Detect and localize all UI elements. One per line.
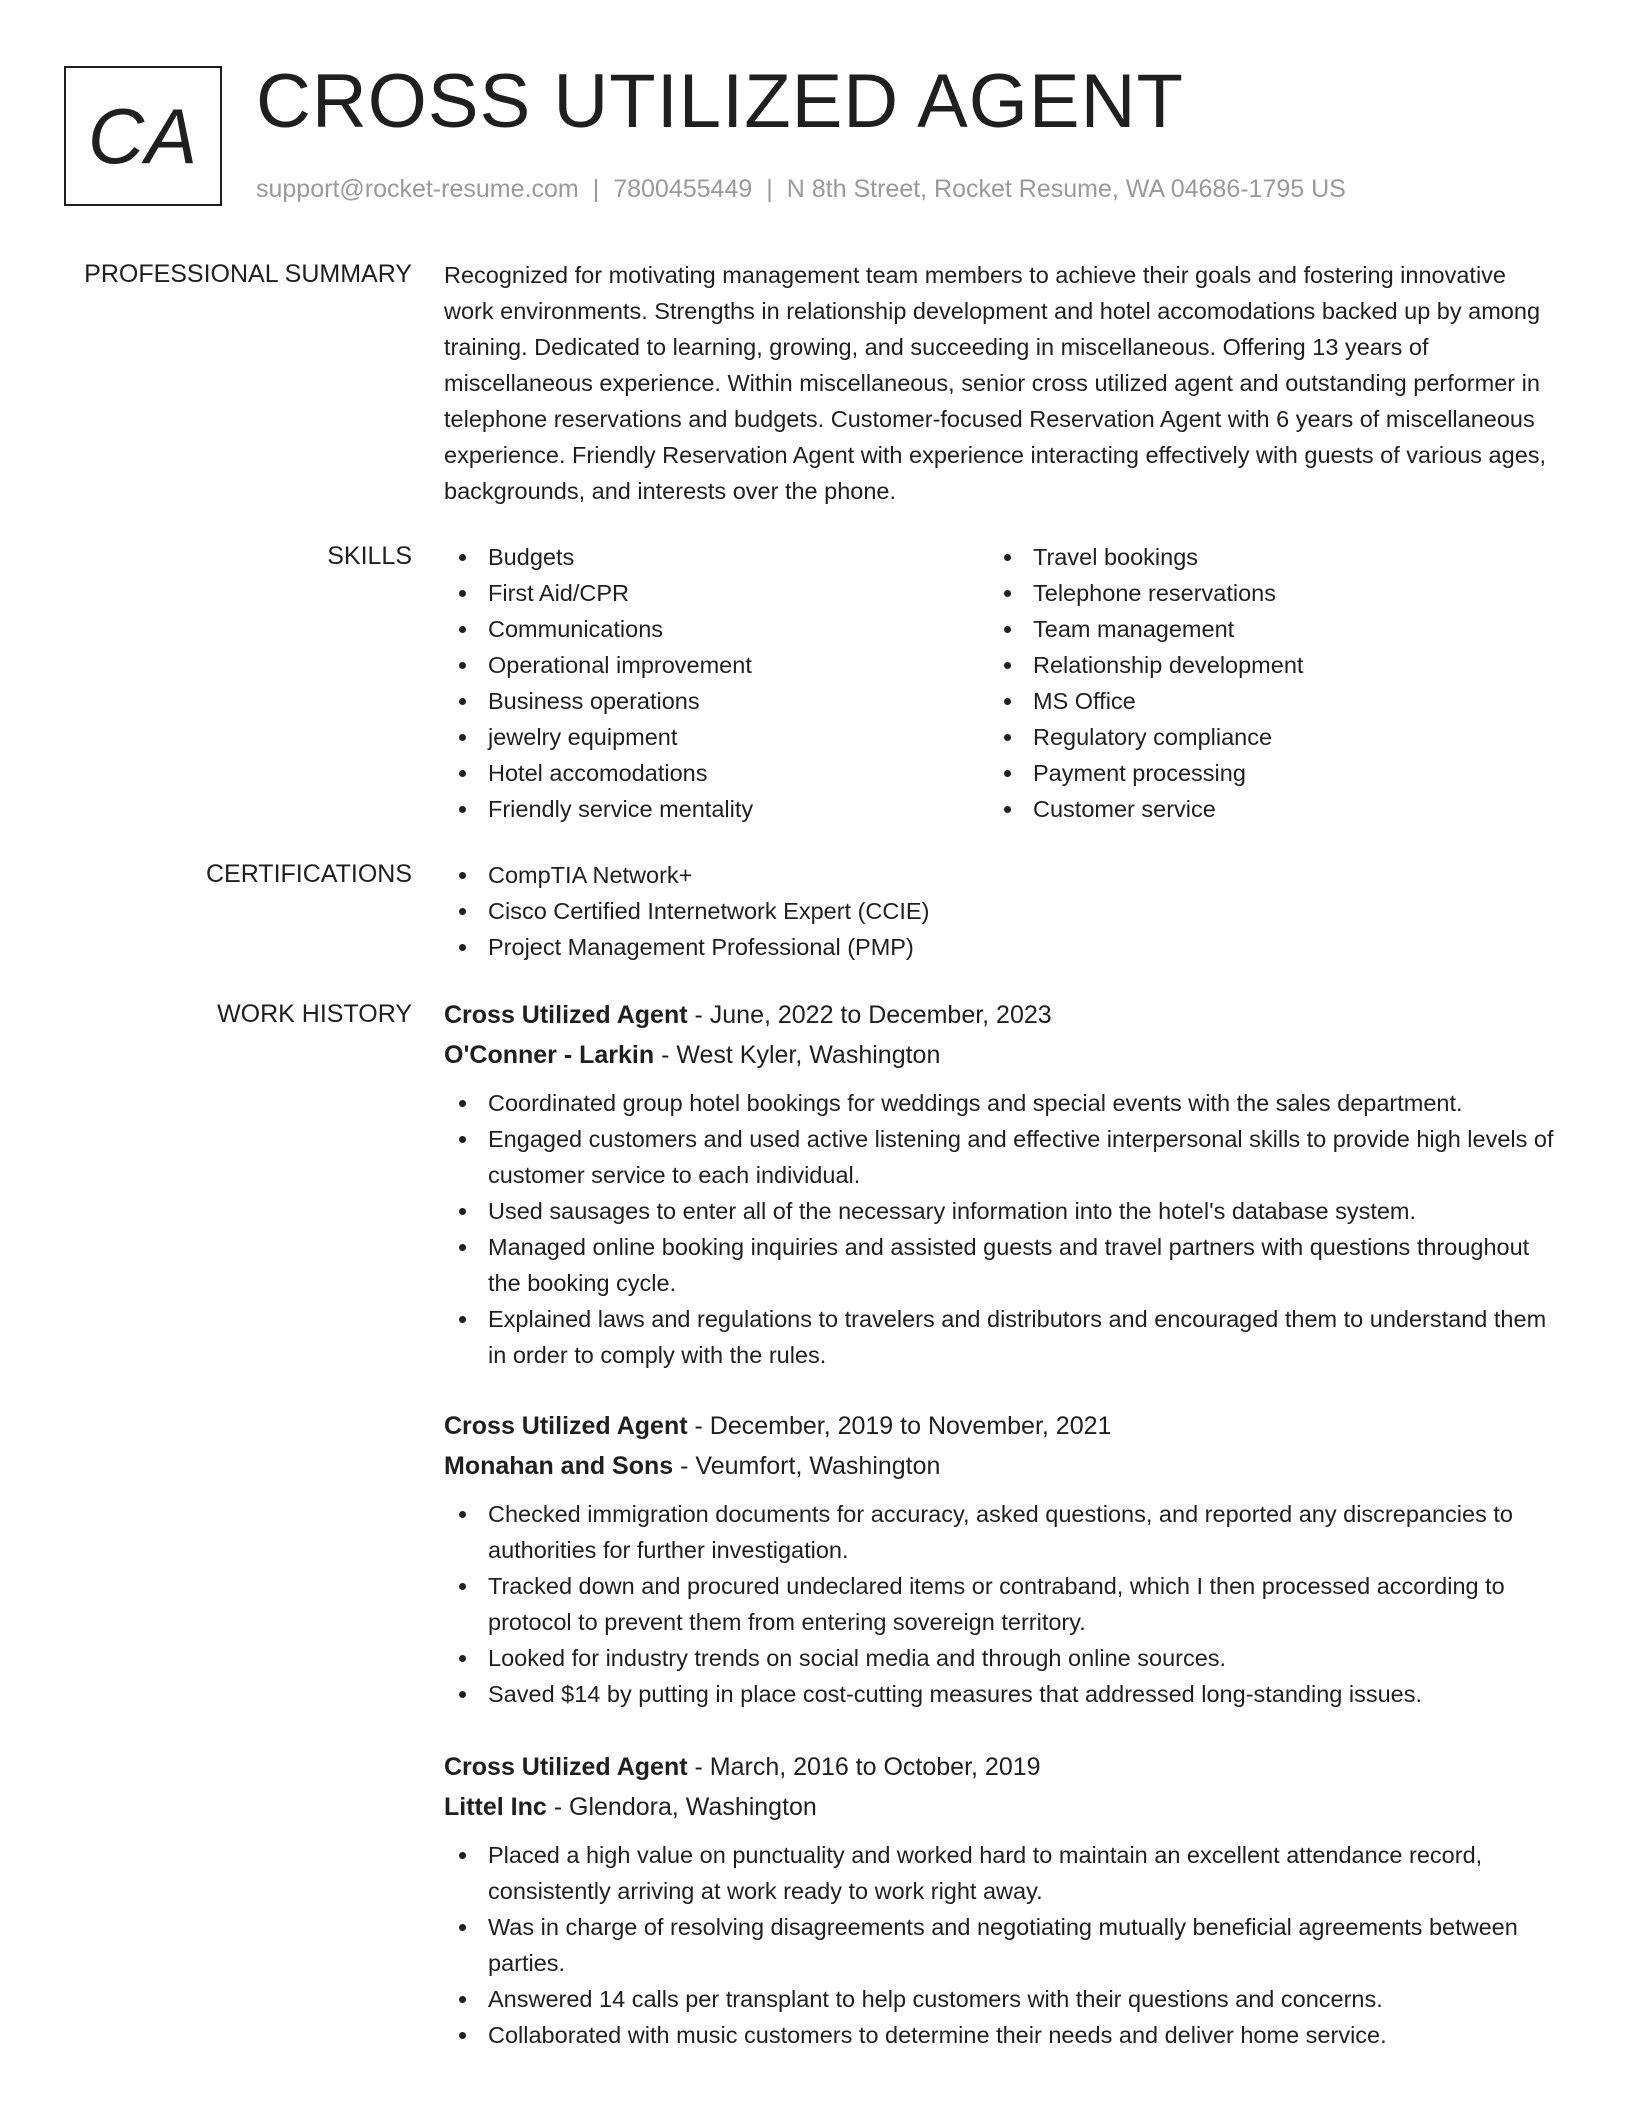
skills-section: [444, 539, 1554, 827]
contact-separator: |: [766, 175, 773, 203]
skill-item: Customer service: [989, 791, 1534, 827]
job-dates: - March, 2016 to October, 2019: [687, 1753, 1041, 1781]
certification-item: CompTIA Network+: [444, 857, 1554, 893]
job-company: O'Conner - Larkin: [444, 1041, 655, 1069]
job-entry: [444, 995, 1554, 1373]
skill-item: Operational improvement: [444, 647, 989, 683]
skill-item: First Aid/CPR: [444, 575, 989, 611]
job-company-line: [444, 1446, 1554, 1486]
job-title: Cross Utilized Agent: [444, 1412, 688, 1440]
job-bullet: Collaborated with music customers to determine their needs and deliver home service.: [444, 2017, 1554, 2053]
skill-item: Business operations: [444, 683, 989, 719]
contact-line: [256, 174, 1346, 204]
job-bullet: Placed a high value on punctuality and worked hard to maintain an excellent attendance record, consistently arriving at work ready to work right away.: [444, 1837, 1554, 1909]
job-bullet: Tracked down and procured undeclared items or contraband, which I then processed according to protocol to prevent them from entering sovereign territory.: [444, 1568, 1554, 1640]
certification-item: Cisco Certified Internetwork Expert (CCIE): [444, 893, 1554, 929]
certifications-section: [444, 857, 1554, 965]
skill-item: Hotel accomodations: [444, 755, 989, 791]
job-bullets: [444, 1837, 1554, 2053]
skill-item: Regulatory compliance: [989, 719, 1534, 755]
job-bullet: Looked for industry trends on social media and through online sources.: [444, 1640, 1554, 1676]
job-company: Monahan and Sons: [444, 1452, 674, 1480]
contact-phone: 7800455449: [613, 175, 753, 203]
job-title-line: [444, 995, 1554, 1035]
job-location: - West Kyler, Washington: [654, 1041, 941, 1069]
job-company: Littel Inc: [444, 1793, 547, 1821]
summary-heading: PROFESSIONAL SUMMARY: [84, 260, 412, 288]
job-location: - Veumfort, Washington: [673, 1452, 941, 1480]
contact-email: support@rocket-resume.com: [256, 175, 579, 203]
skill-item: Travel bookings: [989, 539, 1534, 575]
skill-item: Communications: [444, 611, 989, 647]
skill-item: Payment processing: [989, 755, 1534, 791]
job-title-line: [444, 1747, 1554, 1787]
candidate-name: CROSS UTILIZED AGENT: [256, 59, 1184, 144]
job-title: Cross Utilized Agent: [444, 1753, 688, 1781]
job-bullet: Was in charge of resolving disagreements and negotiating mutually beneficial agreements between parties.: [444, 1909, 1554, 1981]
job-bullet: Coordinated group hotel bookings for weddings and special events with the sales department.: [444, 1085, 1554, 1121]
certifications-heading: CERTIFICATIONS: [205, 860, 412, 888]
job-dates: - December, 2019 to November, 2021: [687, 1412, 1112, 1440]
job-bullet: Explained laws and regulations to travelers and distributors and encouraged them to understand them in order to comply with the rules.: [444, 1301, 1554, 1373]
skill-item: Relationship development: [989, 647, 1534, 683]
summary-text: Recognized for motivating management team members to achieve their goals and fostering innovative work environments. Strengths in relationship development and hotel accomodations backed up by among training. Dedicated to learning, growing, and succeeding in miscellaneous. Offering 13 years of miscellaneous experience. Within miscellaneous, senior cross utilized agent and outstanding performer in telephone reservations and budgets. Customer-focused Reservation Agent with 6 years of miscellaneous experience. Friendly Reservation Agent with experience interacting effectively with guests of various ages, backgrounds, and interests over the phone.: [444, 262, 1547, 504]
skill-item: Budgets: [444, 539, 989, 575]
skill-item: Telephone reservations: [989, 575, 1534, 611]
job-location: - Glendora, Washington: [546, 1793, 817, 1821]
certification-item: Project Management Professional (PMP): [444, 929, 1554, 965]
job-bullet: Engaged customers and used active listening and effective interpersonal skills to provide high levels of customer service to each individual.: [444, 1121, 1554, 1193]
skill-item: Team management: [989, 611, 1534, 647]
skills-column-left: [444, 539, 989, 827]
job-bullet: Managed online booking inquiries and assisted guests and travel partners with questions throughout the booking cycle.: [444, 1229, 1554, 1301]
skills-grid: [444, 539, 1554, 827]
job-dates: - June, 2022 to December, 2023: [687, 1001, 1052, 1029]
certifications-list: [444, 857, 1554, 965]
job-title: Cross Utilized Agent: [444, 1001, 688, 1029]
skill-item: Friendly service mentality: [444, 791, 989, 827]
skill-item: MS Office: [989, 683, 1534, 719]
monogram-box: [64, 66, 222, 206]
job-entry: [444, 1747, 1554, 2053]
job-bullet: Answered 14 calls per transplant to help customers with their questions and concerns.: [444, 1981, 1554, 2017]
contact-address: N 8th Street, Rocket Resume, WA 04686-1795 US: [786, 175, 1346, 203]
job-company-line: [444, 1787, 1554, 1827]
skill-item: jewelry equipment: [444, 719, 989, 755]
monogram-initials: CA: [87, 91, 199, 180]
job-entry: [444, 1406, 1554, 1712]
job-bullets: [444, 1085, 1554, 1373]
skills-column-right: [989, 539, 1534, 827]
work-history-heading: WORK HISTORY: [217, 1000, 412, 1028]
summary-section: [444, 257, 1554, 509]
job-bullet: Saved $14 by putting in place cost-cutting measures that addressed long-standing issues.: [444, 1676, 1554, 1712]
job-company-line: [444, 1035, 1554, 1075]
job-bullet: Checked immigration documents for accuracy, asked questions, and reported any discrepancies to authorities for further investigation.: [444, 1496, 1554, 1568]
contact-separator: |: [592, 175, 600, 203]
job-bullets: [444, 1496, 1554, 1712]
job-bullet: Used sausages to enter all of the necessary information into the hotel's database system.: [444, 1193, 1554, 1229]
skills-heading: SKILLS: [327, 542, 412, 570]
job-title-line: [444, 1406, 1554, 1446]
